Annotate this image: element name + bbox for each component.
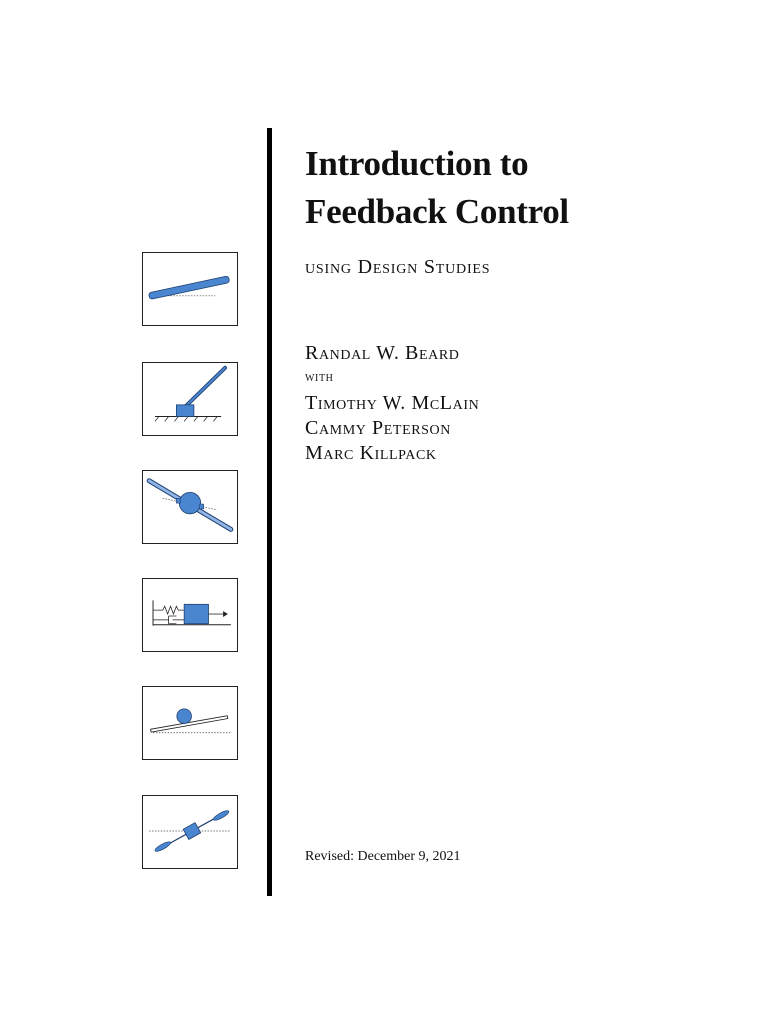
revision-date: Revised: December 9, 2021 [305, 849, 461, 864]
vertical-rule [267, 128, 272, 896]
tilted-rod-icon [143, 253, 237, 325]
book-title [305, 140, 569, 236]
title-line-2: Feedback Control [305, 192, 569, 231]
coauthor-list [305, 391, 479, 466]
mass-spring-damper-icon [143, 579, 237, 651]
planar-vtol-icon [143, 796, 237, 868]
coauthor-2: Cammy Peterson [305, 417, 451, 439]
title-line-1: Introduction to [305, 144, 529, 183]
cart-pendulum-icon [143, 363, 237, 435]
satellite-panels-icon [143, 471, 237, 543]
figure-single-link-arm [142, 252, 238, 326]
figure-satellite [142, 470, 238, 544]
figure-mass-spring-damper [142, 578, 238, 652]
book-subtitle: using Design Studies [305, 256, 491, 278]
figure-ball-on-beam [142, 686, 238, 760]
ball-on-beam-icon [143, 687, 237, 759]
coauthor-3: Marc Killpack [305, 442, 437, 464]
figure-pendulum-on-cart [142, 362, 238, 436]
with-label: with [305, 370, 334, 385]
primary-author: Randal W. Beard [305, 342, 460, 364]
coauthor-1: Timothy W. McLain [305, 392, 480, 414]
figure-planar-vtol [142, 795, 238, 869]
